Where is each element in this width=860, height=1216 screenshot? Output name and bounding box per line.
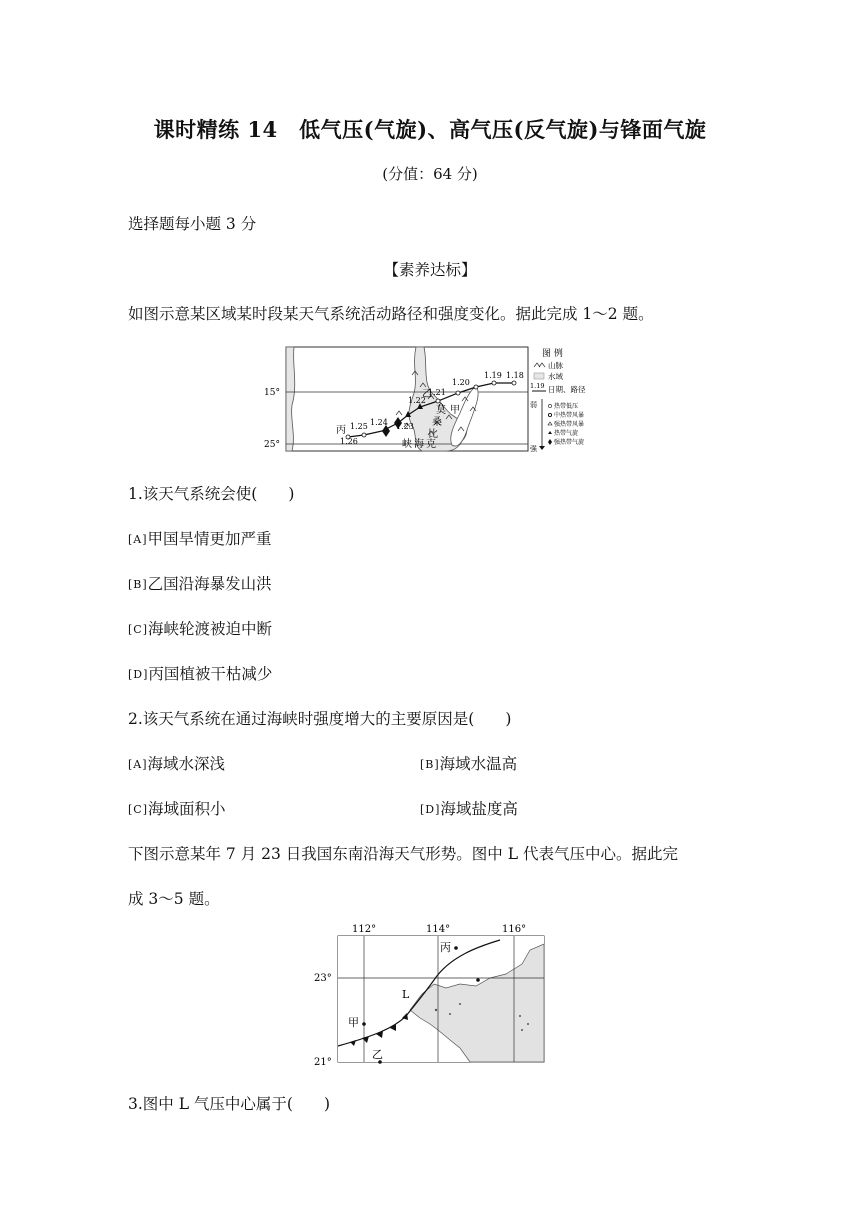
question-2-stem: 2.该天气系统在通过海峡时强度增大的主要原因是( ) (128, 710, 512, 728)
option-text: 乙国沿海暴发山洪 (147, 575, 272, 593)
strength-item-2: 中热带风暴 (554, 412, 585, 419)
question-2-option-a[interactable] (128, 752, 225, 774)
place-bing: 丙 (336, 425, 346, 436)
place-xia: 峡 (402, 439, 412, 450)
intro-paragraph-2-line-1: 下图示意某年 7 月 23 日我国东南沿海天气形势。图中 L 代表气压中心。据此完 (128, 845, 678, 863)
legend-water: 水域 (548, 372, 563, 381)
question-1-option-c[interactable] (128, 617, 272, 639)
question-1-option-a[interactable] (128, 527, 272, 549)
legend-mountain: 山脉 (548, 361, 563, 370)
option-tag: [A] (128, 533, 148, 546)
place-jia: 甲 (450, 405, 460, 416)
section-header: 【素养达标】 (383, 261, 477, 279)
date-label-1-22: 1.22 (408, 396, 426, 405)
legend-date-sample: 1.19 (530, 382, 545, 390)
score-note: (分值：64 分) (382, 165, 478, 183)
place-hai: 海 (414, 439, 424, 450)
lat-label-23: 23° (314, 973, 332, 984)
option-tag: [B] (128, 578, 148, 591)
date-label-1-25: 1.25 (350, 422, 368, 431)
option-text: 海域盐度高 (440, 800, 518, 818)
lon-label-114: 114° (426, 924, 451, 935)
date-label-1-23: 1.23 (396, 422, 414, 431)
strength-item-5: 强热带气旋 (554, 439, 585, 446)
question-2-option-b[interactable] (420, 752, 517, 774)
option-tag: [D] (128, 668, 149, 681)
option-text: 海域面积小 (148, 800, 226, 818)
pressure-center-l: L (402, 988, 410, 1001)
question-1-stem: 1.该天气系统会使( ) (128, 485, 295, 503)
strength-weak: 弱 (530, 401, 537, 409)
section-note: 选择题每小题 3 分 (128, 215, 257, 233)
place-mo: 莫 (436, 405, 446, 416)
option-text: 海域水深浅 (147, 755, 226, 773)
strength-strong: 强 (530, 445, 537, 453)
intro-paragraph-2-line-2: 成 3～5 题。 (128, 890, 220, 908)
date-label-1-26: 1.26 (340, 437, 358, 446)
lat-label-25: 25° (264, 440, 280, 450)
lon-label-112: 112° (352, 924, 377, 935)
option-tag: [C] (128, 623, 148, 636)
place-yi: 乙 (422, 389, 432, 400)
legend-title: 图 例 (542, 349, 563, 359)
typhoon-path-map (262, 345, 602, 455)
lon-label-116: 116° (502, 924, 527, 935)
intro-paragraph-1: 如图示意某区域某时段某天气系统活动路径和强度变化。据此完成 1～2 题。 (128, 305, 654, 323)
place-yi: 乙 (372, 1048, 383, 1061)
date-label-1-18: 1.18 (506, 371, 524, 380)
option-text: 海域水温高 (439, 755, 518, 773)
page-title: 课时精练 14 低气压(气旋)、高气压(反气旋)与锋面气旋 (153, 117, 707, 142)
option-text: 丙国植被干枯减少 (148, 665, 273, 683)
date-label-1-21: 1.21 (428, 388, 446, 397)
strength-item-1: 热带低压 (554, 403, 579, 410)
place-bing: 丙 (440, 941, 451, 954)
question-2-option-c[interactable] (128, 797, 226, 819)
option-tag: [B] (420, 758, 440, 771)
date-label-1-24: 1.24 (370, 418, 388, 427)
question-1-option-d[interactable] (128, 662, 272, 684)
place-ke: 克 (426, 439, 436, 450)
place-bi: 比 (428, 429, 438, 440)
option-tag: [C] (128, 803, 148, 816)
weather-front-map (310, 920, 550, 1070)
question-1-option-b[interactable] (128, 572, 272, 594)
lat-label-21: 21° (314, 1057, 332, 1068)
place-jia: 甲 (348, 1016, 359, 1029)
strength-item-4: 热带气旋 (554, 430, 579, 437)
option-text: 甲国旱情更加严重 (147, 530, 272, 548)
date-label-1-20: 1.20 (452, 378, 470, 387)
question-2-option-d[interactable] (420, 797, 518, 819)
question-3-stem: 3.图中 L 气压中心属于( ) (128, 1095, 331, 1113)
option-tag: [D] (420, 803, 441, 816)
strength-item-3: 强热带风暴 (554, 421, 585, 428)
option-tag: [A] (128, 758, 148, 771)
place-sang: 桑 (432, 417, 442, 428)
date-label-1-19: 1.19 (484, 371, 502, 380)
lat-label-15: 15° (264, 388, 280, 398)
legend-date-path: 日期、路径 (548, 385, 586, 394)
option-text: 海峡轮渡被迫中断 (148, 620, 273, 638)
